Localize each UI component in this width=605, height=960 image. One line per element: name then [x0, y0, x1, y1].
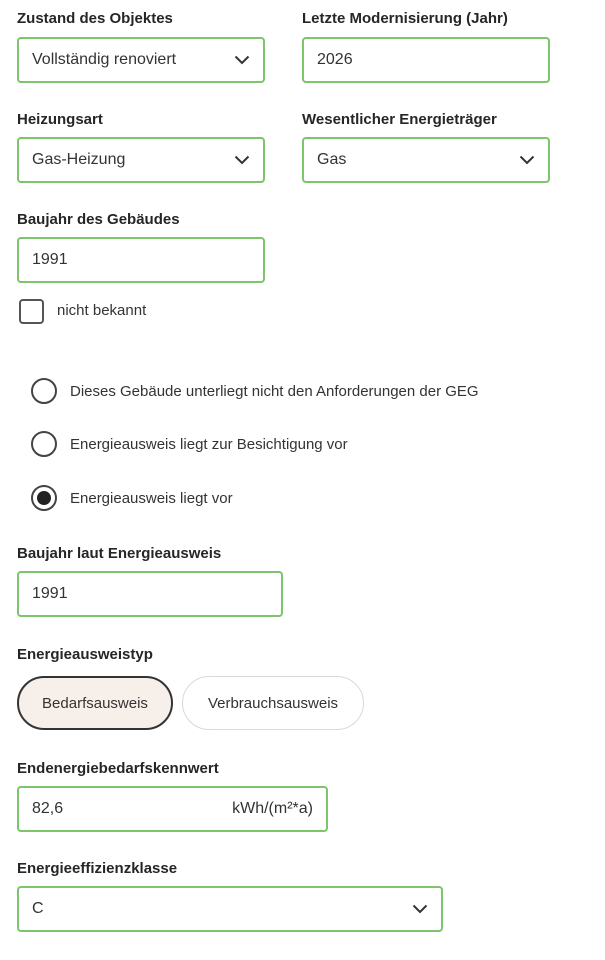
baujahr-label: Baujahr des Gebäudes	[17, 211, 180, 228]
chevron-down-icon	[234, 55, 250, 65]
baujahr-value: 1991	[32, 251, 68, 268]
energietraeger-select[interactable]	[302, 137, 550, 183]
radio-besichtigung[interactable]	[31, 431, 57, 457]
heizungsart-label: Heizungsart	[17, 111, 103, 128]
effizienzklasse-value: C	[32, 900, 44, 917]
kennwert-label: Endenergiebedarfskennwert	[17, 760, 219, 777]
chevron-down-icon	[519, 155, 535, 165]
nicht-bekannt-checkbox[interactable]	[19, 299, 44, 324]
nicht-bekannt-label: nicht bekannt	[57, 302, 147, 319]
radio-geg-exempt-label: Dieses Gebäude unterliegt nicht den Anforderungen der GEG	[70, 383, 479, 400]
ausweistyp-label: Energieausweistyp	[17, 646, 153, 663]
baujahr-ausweis-input[interactable]	[17, 571, 283, 617]
energietraeger-value: Gas	[317, 151, 347, 168]
chevron-down-icon	[412, 904, 428, 914]
modernisierung-label: Letzte Modernisierung (Jahr)	[302, 10, 508, 27]
radio-ausweis-liegt-vor[interactable]	[31, 485, 57, 511]
baujahr-ausweis-label: Baujahr laut Energieausweis	[17, 545, 222, 562]
chevron-down-icon	[234, 155, 250, 165]
kennwert-unit: kWh/(m²*a)	[232, 800, 313, 817]
zustand-value: Vollständig renoviert	[32, 51, 177, 68]
effizienzklasse-select[interactable]	[17, 886, 443, 932]
heizungsart-value: Gas-Heizung	[32, 151, 126, 168]
radio-geg-exempt[interactable]	[31, 378, 57, 404]
zustand-label: Zustand des Objektes	[17, 10, 173, 27]
baujahr-ausweis-value: 1991	[32, 585, 68, 602]
verbrauchsausweis-toggle[interactable]: Verbrauchsausweis	[182, 676, 364, 730]
baujahr-input[interactable]	[17, 237, 265, 283]
bedarfsausweis-toggle[interactable]: Bedarfsausweis	[17, 676, 173, 730]
modernisierung-input[interactable]	[302, 37, 550, 83]
kennwert-value: 82,6	[32, 800, 64, 817]
heizungsart-select[interactable]	[17, 137, 265, 183]
radio-selected-dot	[37, 491, 51, 505]
effizienzklasse-label: Energieeffizienzklasse	[17, 860, 178, 877]
kennwert-input[interactable]	[17, 786, 328, 832]
radio-besichtigung-label: Energieausweis liegt zur Besichtigung vor	[70, 436, 348, 453]
radio-ausweis-liegt-vor-label: Energieausweis liegt vor	[70, 490, 233, 507]
modernisierung-value: 2026	[317, 51, 353, 68]
energietraeger-label: Wesentlicher Energieträger	[302, 111, 497, 128]
zustand-select[interactable]	[17, 37, 265, 83]
